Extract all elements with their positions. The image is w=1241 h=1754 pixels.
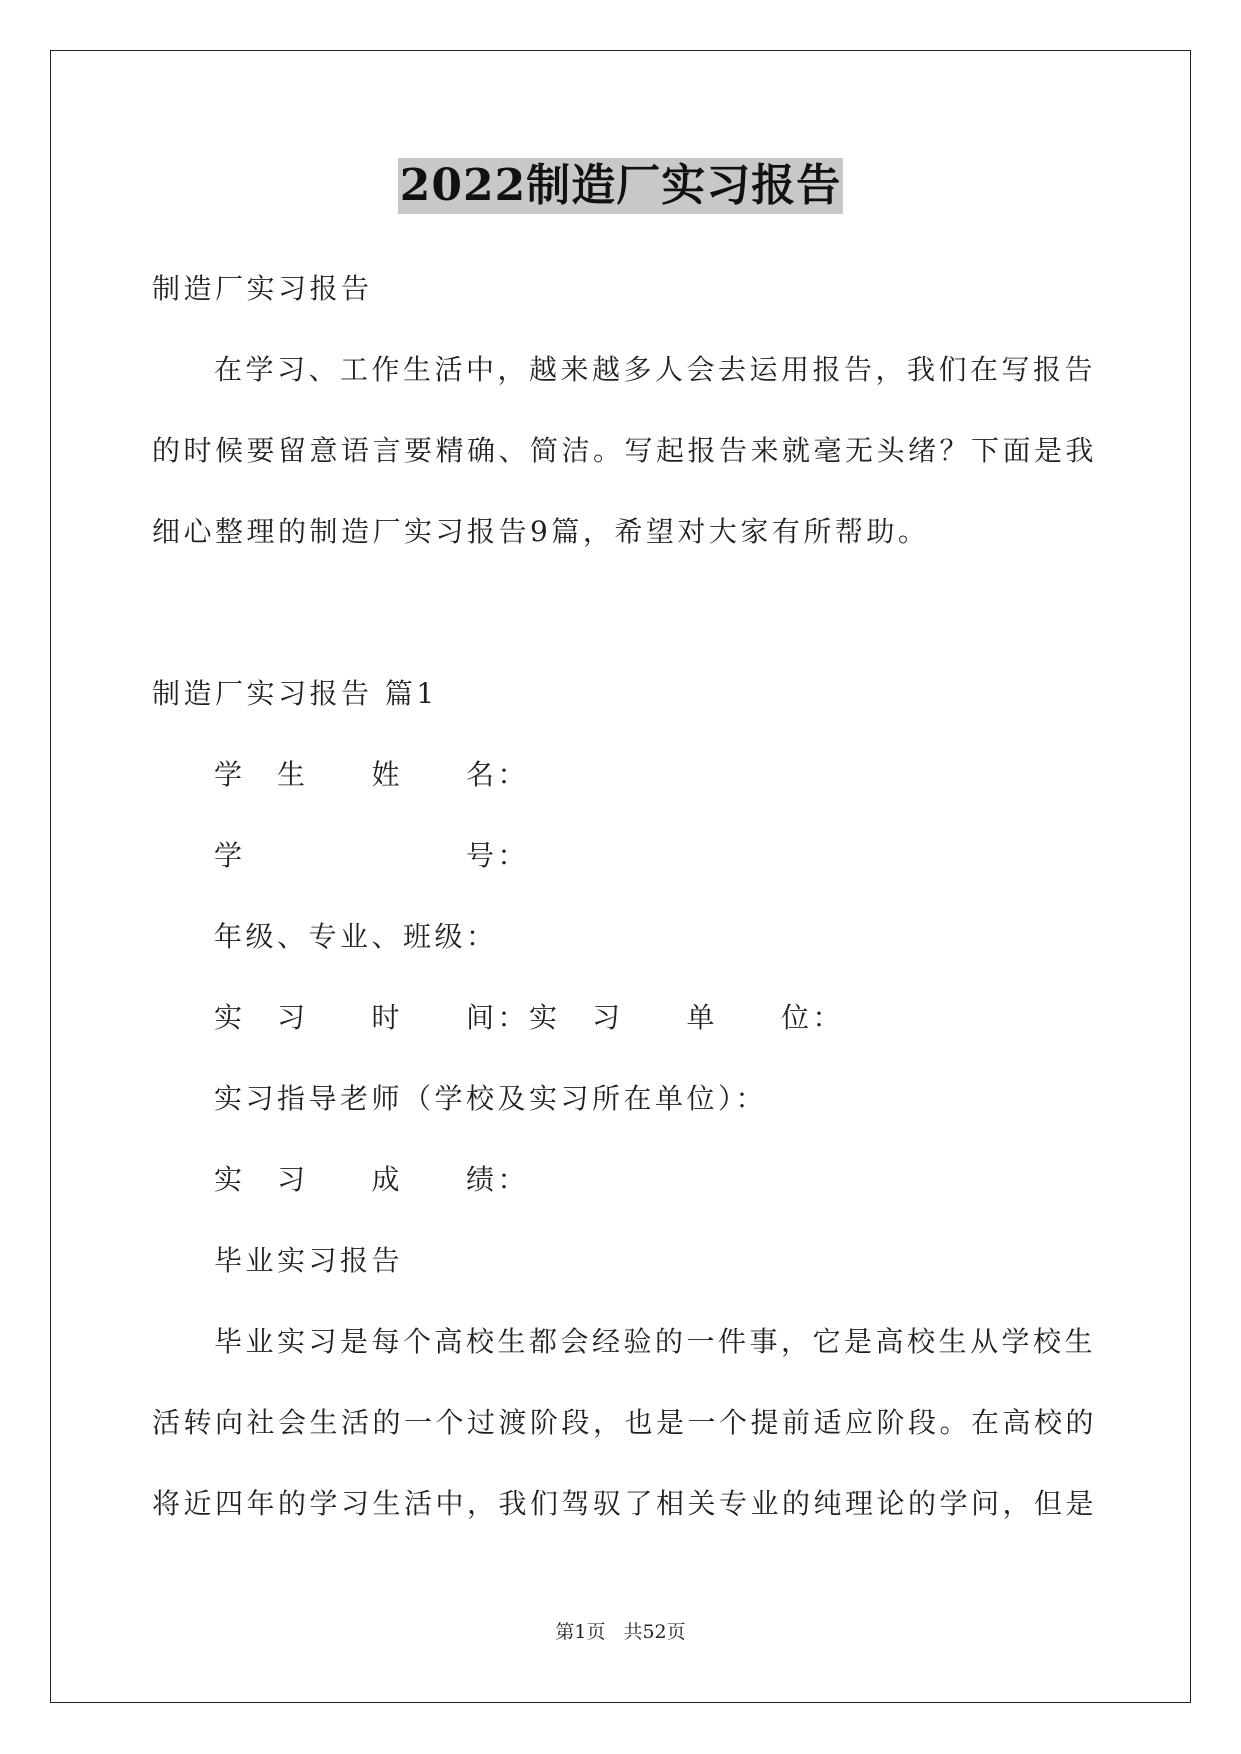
page-total: 共52页 [623,1621,686,1643]
title-container [0,158,1241,214]
form-field-score: 实 习 成 绩： [214,1163,530,1196]
paragraph-line: 将近四年的学习生活中，我们驾驭了相关专业的纯理论的学问，但是 [152,1487,1098,1520]
paragraph-line: 的时候要留意语言要精确、简洁。写起报告来就毫无头绪？下面是我 [152,434,1098,467]
paragraph-line: 细心整理的制造厂实习报告9篇，希望对大家有所帮助。 [152,515,930,548]
paragraph-line: 活转向社会生活的一个过渡阶段，也是一个提前适应阶段。在高校的 [152,1406,1098,1439]
form-field-time-unit: 实 习 时 间：实 习 单 位： [214,1001,845,1034]
paragraph-line: 毕业实习是每个高校生都会经验的一件事，它是高校生从学校生 [214,1325,1097,1358]
form-field-instructor: 实习指导老师（学校及实习所在单位）： [214,1082,768,1115]
form-field-grade-major-class: 年级、专业、班级： [214,920,498,953]
sub-heading: 毕业实习报告 [214,1244,404,1277]
section-heading: 制造厂实习报告 [152,272,373,305]
paragraph-line: 在学习、工作生活中，越来越多人会去运用报告，我们在写报告 [214,353,1097,386]
chapter-heading: 制造厂实习报告 篇1 [152,677,438,710]
document-title: 2022制造厂实习报告 [398,158,843,214]
page-number: 第1页 [555,1621,606,1643]
page-footer [0,1620,1241,1644]
form-field-student-id: 学 号： [214,839,530,872]
form-field-student-name: 学 生 姓 名： [214,758,530,791]
